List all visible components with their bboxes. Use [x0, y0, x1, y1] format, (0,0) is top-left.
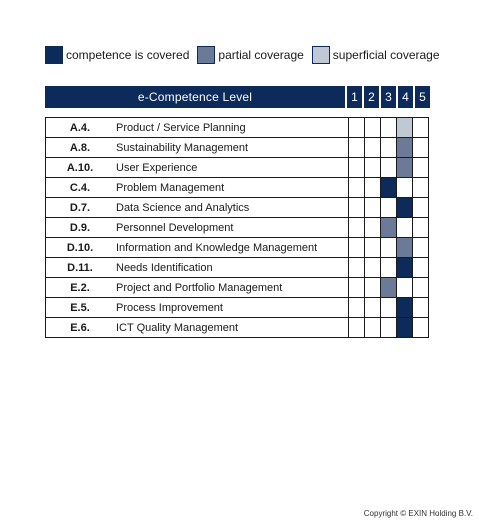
competence-name: Product / Service Planning [114, 118, 349, 138]
level-cell-4-covered [397, 318, 413, 338]
legend-label-superficial: superficial coverage [332, 48, 440, 62]
competence-matrix [45, 117, 429, 338]
level-cell-5 [413, 218, 429, 238]
level-cell-5 [413, 198, 429, 218]
level-cell-1 [349, 118, 365, 138]
table-row [46, 238, 429, 258]
level-cell-1 [349, 238, 365, 258]
level-cell-4-partial [397, 158, 413, 178]
level-cell-4-covered [397, 258, 413, 278]
competence-name: Problem Management [114, 178, 349, 198]
level-cell-1 [349, 198, 365, 218]
header-level-5: 5 [415, 86, 430, 108]
legend-swatch-partial [197, 46, 215, 64]
level-cell-2 [365, 138, 381, 158]
level-cell-4 [397, 218, 413, 238]
legend [45, 45, 448, 65]
legend-item-superficial [312, 46, 440, 64]
table-row [46, 158, 429, 178]
level-cell-4-superficial [397, 118, 413, 138]
competence-name: Sustainability Management [114, 138, 349, 158]
competence-code: D.11. [46, 258, 115, 278]
legend-label-covered: competence is covered [66, 48, 190, 62]
level-cell-2 [365, 158, 381, 178]
competence-code: C.4. [46, 178, 115, 198]
table-row [46, 258, 429, 278]
level-cell-5 [413, 158, 429, 178]
level-cell-3-partial [381, 278, 397, 298]
competence-name: Personnel Development [114, 218, 349, 238]
level-cell-2 [365, 218, 381, 238]
competence-code: D.10. [46, 238, 115, 258]
level-cell-1 [349, 258, 365, 278]
level-cell-5 [413, 178, 429, 198]
level-cell-5 [413, 318, 429, 338]
table-row [46, 138, 429, 158]
header-level-2: 2 [364, 86, 379, 108]
legend-label-partial: partial coverage [218, 48, 304, 62]
competence-name: Data Science and Analytics [114, 198, 349, 218]
competence-code: D.7. [46, 198, 115, 218]
table-row [46, 278, 429, 298]
level-cell-3 [381, 158, 397, 178]
level-cell-4-covered [397, 198, 413, 218]
level-cell-3 [381, 138, 397, 158]
level-cell-4-covered [397, 298, 413, 318]
level-cell-3 [381, 118, 397, 138]
competence-code: E.5. [46, 298, 115, 318]
competence-code: A.8. [46, 138, 115, 158]
header-level-3: 3 [381, 86, 396, 108]
level-cell-1 [349, 318, 365, 338]
level-cell-2 [365, 118, 381, 138]
level-cell-2 [365, 298, 381, 318]
level-cell-5 [413, 138, 429, 158]
level-cell-1 [349, 158, 365, 178]
level-cell-5 [413, 238, 429, 258]
level-cell-2 [365, 278, 381, 298]
level-cell-3-covered [381, 178, 397, 198]
table-row [46, 318, 429, 338]
level-cell-2 [365, 258, 381, 278]
table-row [46, 198, 429, 218]
level-cell-4-partial [397, 238, 413, 258]
level-cell-4-partial [397, 138, 413, 158]
level-cell-3 [381, 318, 397, 338]
level-cell-1 [349, 178, 365, 198]
competence-name: Project and Portfolio Management [114, 278, 349, 298]
level-cell-3 [381, 258, 397, 278]
level-cell-4 [397, 178, 413, 198]
level-cell-2 [365, 318, 381, 338]
legend-swatch-covered [45, 46, 63, 64]
competence-code: E.6. [46, 318, 115, 338]
competence-name: Needs Identification [114, 258, 349, 278]
level-cell-2 [365, 178, 381, 198]
level-cell-4 [397, 278, 413, 298]
header-level-1: 1 [347, 86, 362, 108]
competence-name: ICT Quality Management [114, 318, 349, 338]
legend-item-covered [45, 46, 189, 64]
competence-code: E.2. [46, 278, 115, 298]
level-cell-2 [365, 238, 381, 258]
competence-name: Process Improvement [114, 298, 349, 318]
level-cell-1 [349, 278, 365, 298]
level-cell-3 [381, 198, 397, 218]
competence-code: D.9. [46, 218, 115, 238]
competence-name: Information and Knowledge Management [114, 238, 349, 258]
competence-code: A.10. [46, 158, 115, 178]
level-cell-3 [381, 238, 397, 258]
table-row [46, 178, 429, 198]
table-row [46, 118, 429, 138]
level-cell-5 [413, 118, 429, 138]
level-cell-3 [381, 298, 397, 318]
level-cell-5 [413, 258, 429, 278]
header-title: e-Competence Level [45, 86, 345, 108]
competence-code: A.4. [46, 118, 115, 138]
level-cell-5 [413, 298, 429, 318]
table-row [46, 218, 429, 238]
matrix-header [45, 86, 433, 108]
level-cell-1 [349, 218, 365, 238]
header-level-4: 4 [398, 86, 413, 108]
legend-item-partial [197, 46, 303, 64]
level-cell-3-partial [381, 218, 397, 238]
legend-swatch-superficial [312, 46, 330, 64]
level-cell-2 [365, 198, 381, 218]
level-cell-5 [413, 278, 429, 298]
level-cell-1 [349, 298, 365, 318]
table-row [46, 298, 429, 318]
copyright: Copyright © EXIN Holding B.V. [363, 509, 473, 518]
competence-name: User Experience [114, 158, 349, 178]
level-cell-1 [349, 138, 365, 158]
